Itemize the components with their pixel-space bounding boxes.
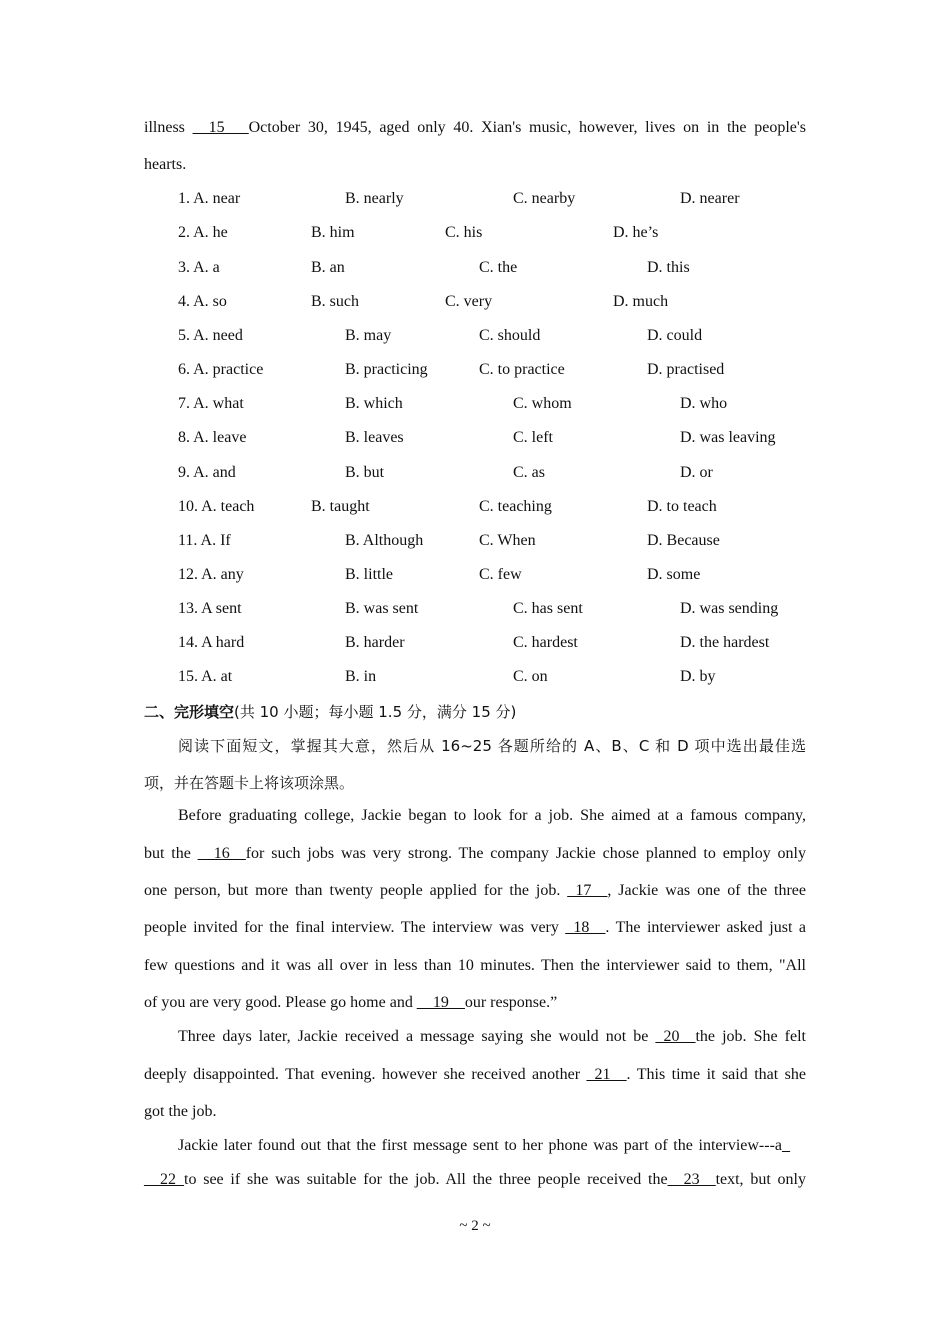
passage2-line: [144, 1170, 806, 1190]
question-row: [0, 463, 950, 483]
passage2-line: few questions and it was all over in less than 10 minutes. Then the interviewer said to them, "All: [144, 957, 806, 974]
option-b: B. an: [311, 259, 345, 276]
option-b: B. may: [345, 327, 392, 344]
option-b: B. taught: [311, 498, 370, 515]
option-a: 2. A. he: [178, 224, 228, 241]
option-a: 11. A. If: [178, 532, 231, 549]
option-d: D. practised: [647, 361, 725, 378]
text: for such jobs was very strong. The company Jackie chose planned to employ only: [245, 845, 807, 862]
option-c: C. on: [513, 668, 548, 685]
passage1-line: [144, 118, 806, 138]
blank: _: [782, 1137, 790, 1154]
question-row: [0, 531, 950, 551]
blank-18: _18__: [565, 919, 606, 936]
instructions-line: 项，并在答题卡上将该项涂黑。: [144, 774, 355, 792]
section-title: 二、完形填空: [144, 703, 235, 721]
option-c: C. to practice: [479, 361, 565, 378]
option-d: D. or: [680, 464, 713, 481]
option-d: D. could: [647, 327, 703, 344]
text: of you are very good. Please go home and: [144, 994, 417, 1011]
option-d: D. Because: [647, 532, 720, 549]
option-d: D. he’s: [613, 224, 659, 241]
option-c: C. left: [513, 429, 553, 446]
passage1-line: hearts.: [144, 156, 187, 173]
page-number: ~ 2 ~: [459, 1218, 491, 1234]
section-heading: [144, 702, 806, 723]
option-a: 6. A. practice: [178, 361, 264, 378]
passage2-line: [178, 1136, 790, 1156]
option-a: 10. A. teach: [178, 498, 255, 515]
option-b: B. such: [311, 293, 359, 310]
question-row: [0, 667, 950, 687]
text: Jackie later found out that the first message sent to her phone was part of the interview---a: [178, 1137, 782, 1154]
option-b: B. leaves: [345, 429, 404, 446]
option-b: B. harder: [345, 634, 405, 651]
option-c: C. teaching: [479, 498, 552, 515]
passage2-line: [144, 993, 806, 1013]
passage2-line: [144, 1065, 806, 1085]
section-subtitle: (共 10 小题；每小题 1.5 分，满分 15 分): [234, 703, 517, 721]
question-row: [0, 258, 950, 278]
passage2-line: Before graduating college, Jackie began to look for a job. She aimed at a famous company,: [178, 807, 806, 824]
passage2-line: got the job.: [144, 1103, 217, 1120]
text: , Jackie was one of the three: [607, 882, 807, 899]
option-d: D. some: [647, 566, 701, 583]
option-d: D. who: [680, 395, 728, 412]
option-c: C. hardest: [513, 634, 578, 651]
blank-19: __19__: [416, 994, 465, 1011]
option-a: 7. A. what: [178, 395, 244, 412]
option-d: D. was leaving: [680, 429, 776, 446]
option-b: B. nearly: [345, 190, 404, 207]
option-c: C. his: [445, 224, 483, 241]
text: one person, but more than twenty people applied for the job.: [144, 882, 568, 899]
blank-15: __15___: [192, 119, 249, 136]
blank-20: _20__: [655, 1028, 696, 1045]
option-c: C. When: [479, 532, 536, 549]
question-row: [0, 633, 950, 653]
option-c: C. few: [479, 566, 522, 583]
text: October 30, 1945, aged only 40. Xian's music, however, lives on in the people's: [248, 119, 807, 136]
text: . The interviewer asked just a: [605, 919, 806, 936]
text: Three days later, Jackie received a message saying she would not be: [178, 1028, 656, 1045]
passage2-line: [178, 1027, 806, 1047]
option-a: 12. A. any: [178, 566, 244, 583]
option-b: B. Although: [345, 532, 424, 549]
text: but the: [144, 845, 198, 862]
option-c: C. as: [513, 464, 545, 481]
instructions-line: 阅读下面短文，掌握其大意，然后从 16~25 各题所给的 A、B、C 和 D 项中选出最佳选: [178, 737, 806, 755]
option-b: B. but: [345, 464, 385, 481]
text: deeply disappointed. That evening. however she received another: [144, 1066, 587, 1083]
question-row: [0, 599, 950, 619]
option-c: C. the: [479, 259, 518, 276]
option-c: C. very: [445, 293, 493, 310]
option-d: D. the hardest: [680, 634, 770, 651]
text: illness: [144, 119, 193, 136]
option-b: B. in: [345, 668, 377, 685]
option-a: 3. A. a: [178, 259, 220, 276]
passage2-line: [144, 844, 806, 864]
question-row: [0, 326, 950, 346]
option-b: B. was sent: [345, 600, 419, 617]
option-b: B. little: [345, 566, 393, 583]
text: text, but only: [715, 1171, 806, 1188]
blank-22: __22_: [144, 1171, 184, 1188]
option-c: C. nearby: [513, 190, 576, 207]
option-d: D. was sending: [680, 600, 779, 617]
question-row: [0, 292, 950, 312]
blank-23: __23__: [667, 1171, 716, 1188]
option-a: 1. A. near: [178, 190, 241, 207]
option-b: B. practicing: [345, 361, 428, 378]
question-row: [0, 189, 950, 209]
text: the job. She felt: [695, 1028, 806, 1045]
question-row: [0, 565, 950, 585]
question-row: [0, 223, 950, 243]
option-a: 8. A. leave: [178, 429, 247, 446]
option-a: 4. A. so: [178, 293, 227, 310]
question-row: [0, 497, 950, 517]
question-row: [0, 360, 950, 380]
option-b: B. him: [311, 224, 355, 241]
option-a: 15. A. at: [178, 668, 233, 685]
option-d: D. by: [680, 668, 716, 685]
blank-21: _21__: [586, 1066, 627, 1083]
text: to see if she was suitable for the job. All the three people received the: [184, 1171, 668, 1188]
blank-17: _17__: [567, 882, 608, 899]
option-a: 13. A sent: [178, 600, 242, 617]
text: people invited for the final interview. The interview was very: [144, 919, 566, 936]
option-c: C. whom: [513, 395, 572, 412]
option-c: C. should: [479, 327, 541, 344]
option-d: D. much: [613, 293, 669, 310]
option-d: D. to teach: [647, 498, 717, 515]
passage2-line: [144, 918, 806, 938]
option-d: D. nearer: [680, 190, 740, 207]
text: . This time it said that she: [626, 1066, 807, 1083]
blank-16: __16__: [197, 845, 246, 862]
option-c: C. has sent: [513, 600, 583, 617]
option-a: 9. A. and: [178, 464, 236, 481]
text: our response.”: [464, 994, 558, 1011]
question-row: [0, 394, 950, 414]
question-row: [0, 428, 950, 448]
option-d: D. this: [647, 259, 690, 276]
option-a: 14. A hard: [178, 634, 245, 651]
passage2-line: [144, 881, 806, 901]
option-b: B. which: [345, 395, 403, 412]
option-a: 5. A. need: [178, 327, 243, 344]
